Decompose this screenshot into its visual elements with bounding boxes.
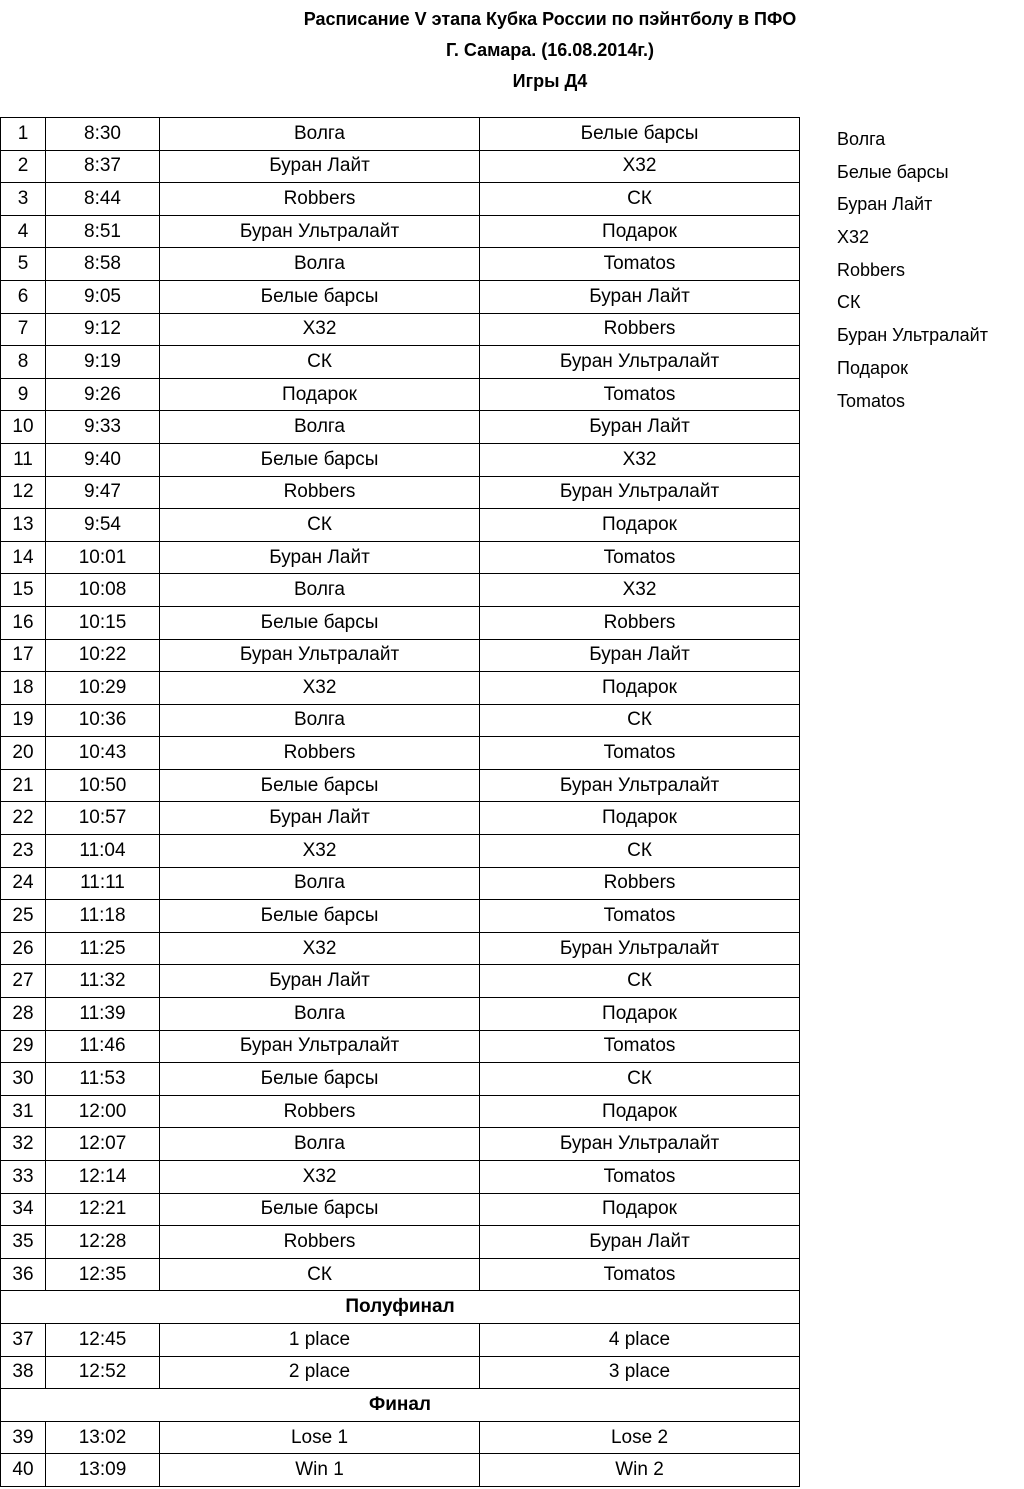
game-time: 12:52 <box>46 1356 160 1389</box>
team-2: СК <box>480 1063 800 1096</box>
game-time: 10:57 <box>46 802 160 835</box>
game-row <box>1 541 800 574</box>
game-time: 9:47 <box>46 476 160 509</box>
team-1: Х32 <box>160 932 480 965</box>
game-number: 5 <box>1 248 46 281</box>
game-time: 12:07 <box>46 1128 160 1161</box>
game-number: 35 <box>1 1226 46 1259</box>
game-time: 8:30 <box>46 118 160 151</box>
game-time: 8:51 <box>46 215 160 248</box>
team-1: Белые барсы <box>160 900 480 933</box>
team-1: Подарок <box>160 378 480 411</box>
team-2: Подарок <box>480 998 800 1031</box>
game-time: 8:58 <box>46 248 160 281</box>
game-row <box>1 280 800 313</box>
game-time: 12:45 <box>46 1323 160 1356</box>
game-time: 10:36 <box>46 704 160 737</box>
game-row <box>1 932 800 965</box>
game-number: 40 <box>1 1454 46 1487</box>
team-2: Robbers <box>480 867 800 900</box>
team-2: 4 place <box>480 1323 800 1356</box>
team-2: Белые барсы <box>480 118 800 151</box>
location-date: Г. Самара. (16.08.2014г.) <box>445 40 655 60</box>
team-2: Tomatos <box>480 737 800 770</box>
team-1: Lose 1 <box>160 1421 480 1454</box>
game-time: 9:33 <box>46 411 160 444</box>
team-2: Robbers <box>480 606 800 639</box>
game-time: 9:12 <box>46 313 160 346</box>
game-number: 22 <box>1 802 46 835</box>
game-number: 4 <box>1 215 46 248</box>
game-row <box>1 639 800 672</box>
team-2: Tomatos <box>480 1258 800 1291</box>
team-2: Подарок <box>480 509 800 542</box>
game-number: 27 <box>1 965 46 998</box>
game-time: 10:29 <box>46 672 160 705</box>
team-1: Х32 <box>160 313 480 346</box>
team-1: Х32 <box>160 672 480 705</box>
game-number: 26 <box>1 932 46 965</box>
game-row <box>1 900 800 933</box>
team-1: Robbers <box>160 1095 480 1128</box>
section-label: Полуфинал <box>1 1291 800 1324</box>
team-1: Волга <box>160 867 480 900</box>
game-row <box>1 313 800 346</box>
game-row <box>1 1454 800 1487</box>
section-row <box>1 1291 800 1324</box>
game-number: 23 <box>1 835 46 868</box>
game-time: 11:39 <box>46 998 160 1031</box>
team-1: Белые барсы <box>160 769 480 802</box>
team-list-item: Буран Ультралайт <box>837 325 988 346</box>
team-2: Подарок <box>480 215 800 248</box>
team-1: Волга <box>160 574 480 607</box>
team-2: Буран Ультралайт <box>480 476 800 509</box>
game-number: 2 <box>1 150 46 183</box>
game-row <box>1 215 800 248</box>
game-row <box>1 118 800 151</box>
team-1: Х32 <box>160 1161 480 1194</box>
game-number: 3 <box>1 183 46 216</box>
game-number: 29 <box>1 1030 46 1063</box>
team-2: Буран Лайт <box>480 639 800 672</box>
team-1: Белые барсы <box>160 443 480 476</box>
team-2: Tomatos <box>480 1161 800 1194</box>
team-1: Буран Ультралайт <box>160 639 480 672</box>
game-number: 28 <box>1 998 46 1031</box>
team-2: Буран Ультралайт <box>480 1128 800 1161</box>
team-2: Х32 <box>480 150 800 183</box>
team-1: Буран Ультралайт <box>160 1030 480 1063</box>
game-row <box>1 1193 800 1226</box>
team-1: Х32 <box>160 835 480 868</box>
game-number: 16 <box>1 606 46 639</box>
game-number: 18 <box>1 672 46 705</box>
team-1: СК <box>160 346 480 379</box>
game-row <box>1 183 800 216</box>
game-time: 10:01 <box>46 541 160 574</box>
game-number: 20 <box>1 737 46 770</box>
team-1: Волга <box>160 704 480 737</box>
game-number: 6 <box>1 280 46 313</box>
team-2: Буран Лайт <box>480 280 800 313</box>
team-2: Tomatos <box>480 900 800 933</box>
game-time: 9:05 <box>46 280 160 313</box>
team-1: Волга <box>160 248 480 281</box>
game-number: 32 <box>1 1128 46 1161</box>
team-list-item: Х32 <box>837 227 870 248</box>
team-list-item: Волга <box>837 129 886 149</box>
game-number: 14 <box>1 541 46 574</box>
team-2: Х32 <box>480 574 800 607</box>
team-2: Буран Ультралайт <box>480 769 800 802</box>
game-row <box>1 704 800 737</box>
team-list-item: СК <box>837 292 861 313</box>
game-row <box>1 672 800 705</box>
game-row <box>1 1258 800 1291</box>
team-list-item: Robbers <box>837 259 906 280</box>
team-2: СК <box>480 965 800 998</box>
game-row <box>1 509 800 542</box>
game-time: 11:32 <box>46 965 160 998</box>
team-list-item: Подарок <box>837 357 908 378</box>
game-time: 9:26 <box>46 378 160 411</box>
team-1: Волга <box>160 411 480 444</box>
game-number: 31 <box>1 1095 46 1128</box>
game-time: 13:09 <box>46 1454 160 1487</box>
game-row <box>1 1356 800 1389</box>
game-row <box>1 1030 800 1063</box>
team-1: Волга <box>160 1128 480 1161</box>
team-1: Волга <box>160 118 480 151</box>
game-row <box>1 802 800 835</box>
division-title: Игры Д4 <box>512 71 588 91</box>
game-row <box>1 1128 800 1161</box>
game-time: 10:43 <box>46 737 160 770</box>
team-2: Подарок <box>480 1193 800 1226</box>
section-row <box>1 1389 800 1422</box>
game-time: 13:02 <box>46 1421 160 1454</box>
game-time: 12:00 <box>46 1095 160 1128</box>
team-1: Буран Лайт <box>160 802 480 835</box>
team-2: Tomatos <box>480 1030 800 1063</box>
game-number: 24 <box>1 867 46 900</box>
team-1: Буран Ультралайт <box>160 215 480 248</box>
game-row <box>1 1226 800 1259</box>
team-2: Подарок <box>480 802 800 835</box>
team-2: Буран Лайт <box>480 1226 800 1259</box>
game-number: 30 <box>1 1063 46 1096</box>
game-number: 19 <box>1 704 46 737</box>
game-time: 10:50 <box>46 769 160 802</box>
game-time: 11:25 <box>46 932 160 965</box>
game-number: 38 <box>1 1356 46 1389</box>
game-number: 8 <box>1 346 46 379</box>
team-2: Win 2 <box>480 1454 800 1487</box>
game-row <box>1 1421 800 1454</box>
schedule-table <box>0 117 800 1487</box>
game-number: 39 <box>1 1421 46 1454</box>
game-time: 9:54 <box>46 509 160 542</box>
game-row <box>1 346 800 379</box>
game-time: 8:44 <box>46 183 160 216</box>
game-number: 37 <box>1 1323 46 1356</box>
game-row <box>1 965 800 998</box>
game-row <box>1 1323 800 1356</box>
team-2: СК <box>480 183 800 216</box>
team-2: Tomatos <box>480 248 800 281</box>
game-row <box>1 1161 800 1194</box>
game-time: 11:53 <box>46 1063 160 1096</box>
game-time: 11:46 <box>46 1030 160 1063</box>
team-list-item: Буран Лайт <box>837 194 933 215</box>
game-row <box>1 150 800 183</box>
game-number: 13 <box>1 509 46 542</box>
team-2: Подарок <box>480 672 800 705</box>
game-number: 1 <box>1 118 46 151</box>
team-list-item: Tomatos <box>837 390 906 411</box>
game-number: 11 <box>1 443 46 476</box>
game-time: 12:35 <box>46 1258 160 1291</box>
team-1: Robbers <box>160 737 480 770</box>
game-time: 12:28 <box>46 1226 160 1259</box>
game-row <box>1 574 800 607</box>
team-1: 2 place <box>160 1356 480 1389</box>
team-2: Tomatos <box>480 378 800 411</box>
team-1: Robbers <box>160 183 480 216</box>
team-2: Lose 2 <box>480 1421 800 1454</box>
game-row <box>1 443 800 476</box>
schedule-body <box>1 118 800 1487</box>
game-row <box>1 867 800 900</box>
game-time: 12:14 <box>46 1161 160 1194</box>
game-number: 33 <box>1 1161 46 1194</box>
game-row <box>1 476 800 509</box>
team-2: Буран Ультралайт <box>480 932 800 965</box>
team-1: Robbers <box>160 476 480 509</box>
game-time: 8:37 <box>46 150 160 183</box>
game-row <box>1 769 800 802</box>
team-1: СК <box>160 509 480 542</box>
team-1: Белые барсы <box>160 606 480 639</box>
game-time: 9:40 <box>46 443 160 476</box>
game-row <box>1 1063 800 1096</box>
team-1: Win 1 <box>160 1454 480 1487</box>
game-number: 36 <box>1 1258 46 1291</box>
team-list <box>837 123 988 417</box>
game-number: 17 <box>1 639 46 672</box>
game-row <box>1 998 800 1031</box>
team-2: СК <box>480 704 800 737</box>
game-time: 11:04 <box>46 835 160 868</box>
team-1: Волга <box>160 998 480 1031</box>
team-1: Буран Лайт <box>160 150 480 183</box>
team-2: Буран Лайт <box>480 411 800 444</box>
game-time: 10:22 <box>46 639 160 672</box>
team-2: 3 place <box>480 1356 800 1389</box>
game-row <box>1 606 800 639</box>
game-time: 9:19 <box>46 346 160 379</box>
team-1: Белые барсы <box>160 1193 480 1226</box>
game-number: 25 <box>1 900 46 933</box>
team-1: Белые барсы <box>160 1063 480 1096</box>
game-row <box>1 378 800 411</box>
team-1: Буран Лайт <box>160 541 480 574</box>
team-1: 1 place <box>160 1323 480 1356</box>
game-number: 9 <box>1 378 46 411</box>
document-title: Расписание V этапа Кубка России по пэйнтболу в ПФО <box>303 9 797 29</box>
game-number: 12 <box>1 476 46 509</box>
team-list-item: Белые барсы <box>837 161 949 182</box>
game-time: 11:18 <box>46 900 160 933</box>
game-row <box>1 411 800 444</box>
game-row <box>1 1095 800 1128</box>
team-1: Белые барсы <box>160 280 480 313</box>
team-1: СК <box>160 1258 480 1291</box>
team-1: Буран Лайт <box>160 965 480 998</box>
game-time: 12:21 <box>46 1193 160 1226</box>
team-2: Подарок <box>480 1095 800 1128</box>
game-time: 11:11 <box>46 867 160 900</box>
team-2: Буран Ультралайт <box>480 346 800 379</box>
team-2: Tomatos <box>480 541 800 574</box>
game-number: 7 <box>1 313 46 346</box>
game-row <box>1 835 800 868</box>
game-time: 10:15 <box>46 606 160 639</box>
game-time: 10:08 <box>46 574 160 607</box>
game-number: 15 <box>1 574 46 607</box>
team-2: СК <box>480 835 800 868</box>
game-row <box>1 737 800 770</box>
section-label: Финал <box>1 1389 800 1422</box>
game-row <box>1 248 800 281</box>
game-number: 10 <box>1 411 46 444</box>
team-1: Robbers <box>160 1226 480 1259</box>
team-2: Robbers <box>480 313 800 346</box>
game-number: 21 <box>1 769 46 802</box>
team-2: Х32 <box>480 443 800 476</box>
game-number: 34 <box>1 1193 46 1226</box>
